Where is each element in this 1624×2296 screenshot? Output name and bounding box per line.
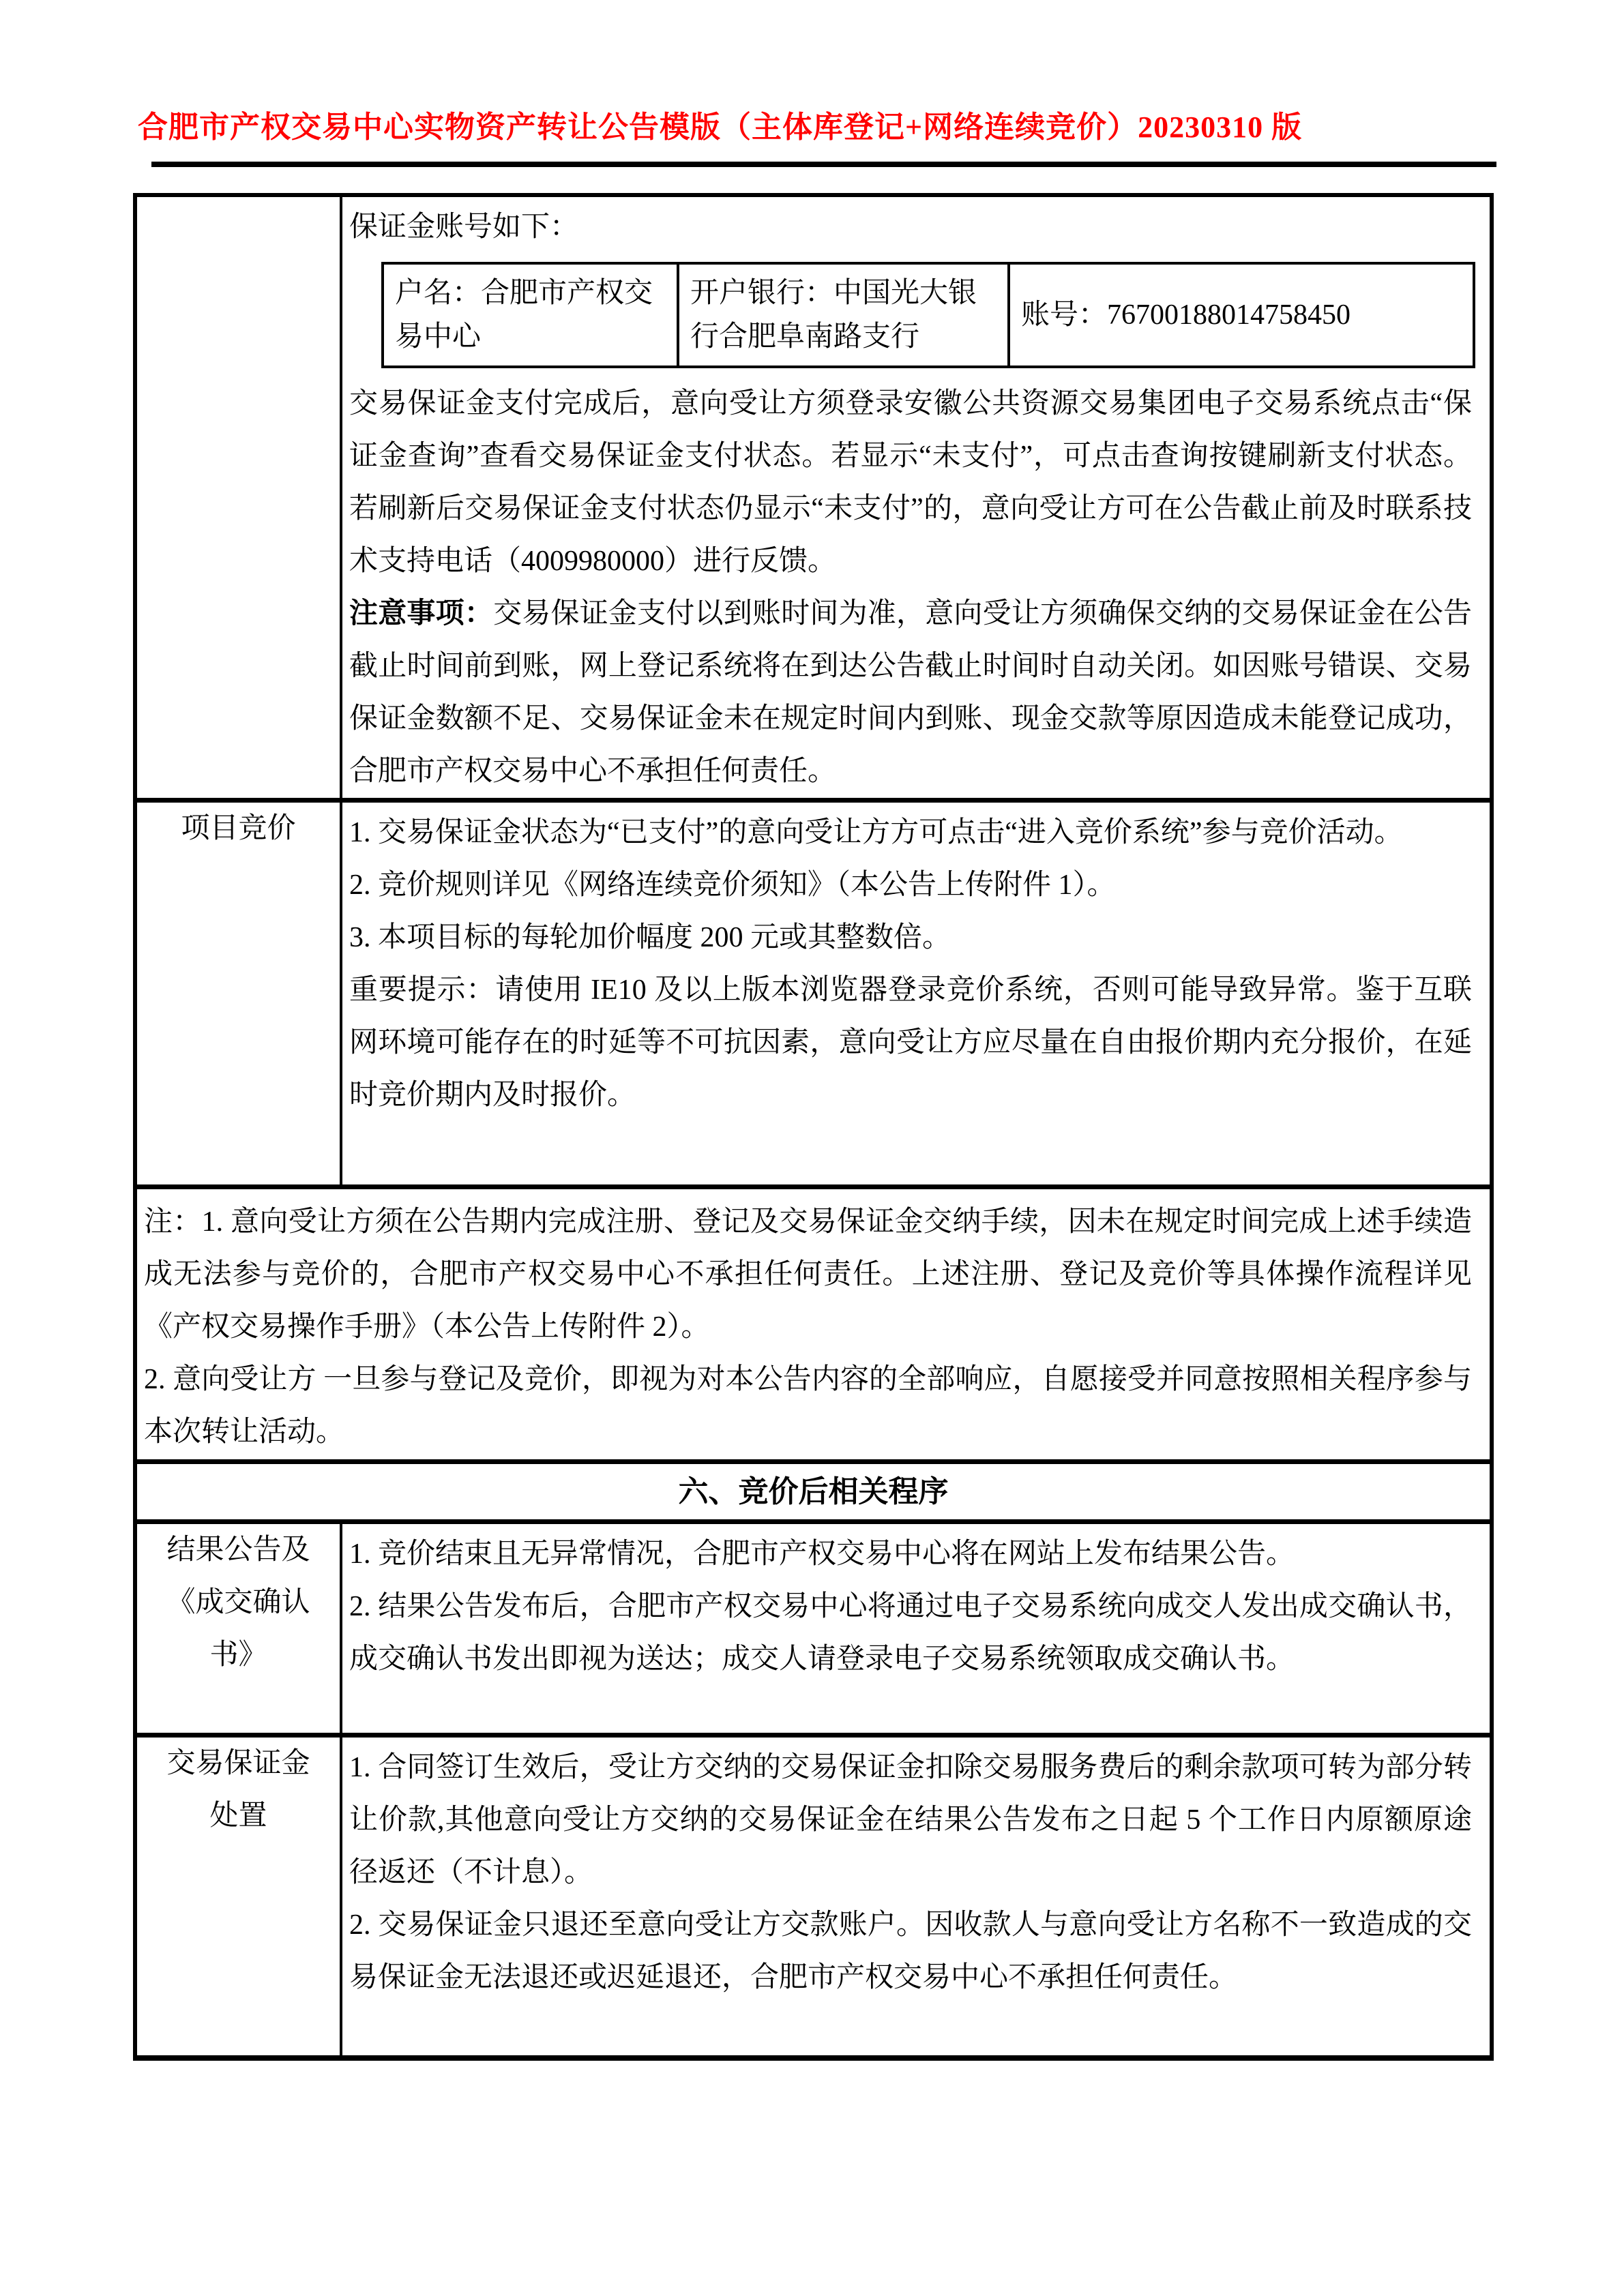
deposit-disposal-label: 交易保证金处置	[166, 1748, 310, 1832]
deposit-account-table-row	[383, 263, 1474, 367]
paragraph: 2. 结果公告发布后，合肥市产权交易中心将通过电子交易系统向成交人发出成交确认书，成交确认书发出即视为送达；成交人请登录电子交易系统领取成交确认书。	[349, 1591, 1472, 1675]
account-holder-cell: 户名：合肥市产权交易中心	[383, 263, 678, 367]
bidding-row-content-cell	[341, 801, 1492, 1187]
result-row-label: 结果公告及《成交确认书》	[166, 1534, 310, 1671]
notes-row	[135, 1187, 1492, 1462]
deposit-disposal-row	[135, 1735, 1492, 2058]
paragraph: 3. 本项目标的每轮加价幅度 200 元或其整数倍。	[349, 922, 951, 953]
deposit-row-content-cell	[341, 195, 1492, 801]
paragraph: 1. 竞价结束且无异常情况，合肥市产权交易中心将在网站上发布结果公告。	[349, 1538, 1295, 1570]
deposit-account-row	[135, 195, 1492, 801]
section-header-row	[135, 1462, 1492, 1522]
paragraph: 重要提示：请使用 IE10 及以上版本浏览器登录竞价系统，否则可能导致异常。鉴于互联网环境可能存在的时延等不可抗因素，意向受让方应尽量在自由报价期内充分报价，在延时竞价期内及时报价。	[349, 974, 1472, 1111]
deposit-disposal-label-cell	[135, 1735, 341, 2058]
bidding-row-label: 项目竞价	[181, 813, 296, 844]
deposit-notice-paragraph	[349, 588, 1472, 798]
announcement-table	[133, 193, 1494, 2061]
result-row-content-cell	[341, 1522, 1492, 1735]
notes-cell	[135, 1187, 1492, 1462]
account-bank-cell: 开户银行：中国光大银行合肥阜南路支行	[678, 263, 1009, 367]
deposit-row-label-cell	[135, 195, 341, 801]
result-row-label-cell	[135, 1522, 341, 1735]
bidding-row	[135, 801, 1492, 1187]
section-title: 六、竞价后相关程序	[135, 1462, 1492, 1522]
document-header-title: 合肥市产权交易中心实物资产转让公告模版（主体库登记+网络连续竞价）20230310 版	[138, 110, 1303, 144]
result-announcement-row	[135, 1522, 1492, 1735]
paragraph: 2. 意向受让方 一旦参与登记及竞价，即视为对本公告内容的全部响应，自愿接受并同意按照相关程序参与本次转让活动。	[144, 1364, 1472, 1448]
notice-label: 注意事项：	[349, 598, 494, 629]
paragraph: 注：1. 意向受让方须在公告期内完成注册、登记及交易保证金交纳手续，因未在规定时间完成上述手续造成无法参与竞价的，合肥市产权交易中心不承担任何责任。上述注册、登记及竞价等具体操作流程详见《产权交易操作手册》（本公告上传附件 2）。	[144, 1206, 1472, 1343]
deposit-account-table	[381, 262, 1475, 368]
header-rule	[151, 162, 1496, 167]
notice-text: 交易保证金支付以到账时间为准，意向受让方须确保交纳的交易保证金在公告截止时间前到账，网上登记系统将在到达公告截止时间时自动关闭。如因账号错误、交易保证金数额不足、交易保证金未在规定时间内到账、现金交款等原因造成未能登记成功，合肥市产权交易中心不承担任何责任。	[349, 598, 1472, 787]
paragraph: 1. 交易保证金状态为“已支付”的意向受让方方可点击“进入竞价系统”参与竞价活动。	[349, 817, 1403, 848]
deposit-payment-paragraph: 交易保证金支付完成后，意向受让方须登录安徽公共资源交易集团电子交易系统点击“保证金查询”查看交易保证金支付状态。若显示“未支付”，可点击查询按键刷新支付状态。若刷新后交易保证金支付状态仍显示“未支付”的，意向受让方可在公告截止前及时联系技术支持电话（4009980000）进行反馈。	[349, 388, 1472, 577]
account-number-cell: 账号：76700188014758450	[1009, 263, 1474, 367]
paragraph: 1. 合同签订生效后，受让方交纳的交易保证金扣除交易服务费后的剩余款项可转为部分转让价款,其他意向受让方交纳的交易保证金在结果公告发布之日起 5 个工作日内原额原途径返还（不计息）。	[349, 1752, 1472, 1888]
deposit-disposal-content-cell	[341, 1735, 1492, 2058]
paragraph: 2. 交易保证金只退还至意向受让方交款账户。因收款人与意向受让方名称不一致造成的交易保证金无法退还或迟延退还，合肥市产权交易中心不承担任何责任。	[349, 1909, 1472, 1993]
paragraph: 2. 竞价规则详见《网络连续竞价须知》（本公告上传附件 1）。	[349, 869, 1116, 901]
deposit-intro-text: 保证金账号如下：	[349, 211, 579, 243]
bidding-row-label-cell	[135, 801, 341, 1187]
